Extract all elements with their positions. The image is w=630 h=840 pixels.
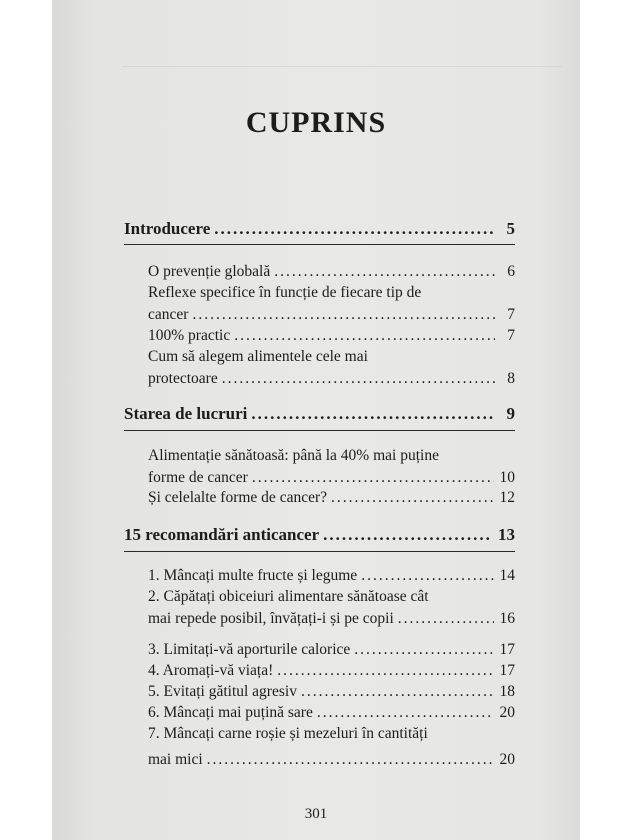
entry-text: Și celelalte forme de cancer? bbox=[148, 489, 327, 506]
dot-leader bbox=[301, 682, 494, 702]
page-number: 10 bbox=[499, 469, 515, 486]
page-number: 17 bbox=[499, 641, 515, 658]
dot-leader bbox=[234, 326, 495, 346]
entry-text: 100% practic bbox=[148, 327, 231, 344]
page-number: 7 bbox=[507, 327, 515, 344]
section-rule bbox=[124, 430, 515, 431]
toc-entry[interactable] bbox=[124, 446, 515, 488]
page-number: 8 bbox=[507, 370, 515, 387]
dot-leader bbox=[222, 369, 495, 389]
entry-text: forme de cancer bbox=[148, 469, 248, 486]
toc-entry[interactable] bbox=[124, 566, 515, 586]
entry-text: 6. Mâncați mai puțină sare bbox=[148, 704, 313, 721]
entry-text: Reflexe specifice în funcție de fiecare tip de bbox=[148, 284, 422, 301]
toc-entry[interactable] bbox=[124, 640, 515, 660]
toc-entry[interactable] bbox=[124, 326, 515, 346]
entry-text: Alimentație sănătoasă: până la 40% mai puține bbox=[148, 447, 439, 464]
toc-entry[interactable] bbox=[124, 347, 515, 389]
toc-entry[interactable] bbox=[124, 262, 515, 282]
dot-leader bbox=[277, 661, 493, 681]
page-number: 5 bbox=[506, 219, 515, 238]
dot-leader bbox=[214, 219, 495, 239]
toc-section-15-recomandari[interactable] bbox=[124, 525, 515, 545]
page-number: 13 bbox=[498, 525, 515, 544]
entry-text bbox=[148, 661, 273, 681]
page-number: 6 bbox=[507, 263, 515, 280]
section-label: 15 recomandări anticancer bbox=[124, 525, 320, 544]
page-number: 20 bbox=[499, 751, 515, 768]
entry-text: mai repede posibil, învățați-i și pe copii bbox=[148, 610, 394, 627]
section-rule bbox=[124, 244, 515, 245]
entry-text: 2. Căpătați obiceiuri alimentare sănătoase cât bbox=[148, 588, 429, 605]
dot-leader bbox=[331, 488, 494, 508]
entry-text: protectoare bbox=[148, 370, 218, 387]
dot-leader bbox=[274, 262, 495, 282]
dot-leader bbox=[207, 750, 494, 770]
dot-leader bbox=[251, 404, 495, 424]
dot-leader bbox=[252, 468, 494, 488]
page-title: CUPRINS bbox=[245, 106, 387, 139]
entry-text: O prevenție globală bbox=[148, 263, 271, 280]
toc-entry[interactable] bbox=[124, 703, 515, 723]
page-number: 14 bbox=[499, 567, 515, 584]
section-rule bbox=[124, 551, 515, 552]
dot-leader bbox=[192, 305, 495, 325]
entry-text: 7. Mâncați carne roșie și mezeluri în cantități bbox=[148, 725, 428, 742]
page-folio: 301 bbox=[304, 806, 328, 822]
page-number: 16 bbox=[499, 610, 515, 627]
header-bleed-through bbox=[122, 38, 562, 67]
page-number: 9 bbox=[506, 404, 515, 423]
dot-leader bbox=[398, 609, 494, 629]
dot-leader bbox=[361, 566, 493, 586]
page-number: 20 bbox=[499, 704, 515, 721]
entry-text: Cum să alegem alimentele cele mai bbox=[148, 348, 368, 365]
toc-section-introducere[interactable] bbox=[124, 219, 515, 239]
dot-leader bbox=[323, 525, 492, 545]
page-number: 12 bbox=[499, 489, 515, 506]
book-page bbox=[52, 0, 580, 840]
entry-text: 3. Limitați-vă aporturile calorice bbox=[148, 641, 351, 658]
page-number: 18 bbox=[499, 683, 515, 700]
entry-text: 1. Mâncați multe fructe și legume bbox=[148, 567, 358, 584]
entry-title: Aromați-vă viața! bbox=[162, 662, 274, 679]
entry-number: 4. bbox=[148, 662, 163, 679]
entry-text: cancer bbox=[148, 306, 189, 323]
toc-entry[interactable] bbox=[124, 661, 515, 681]
entry-text: 5. Evitați gătitul agresiv bbox=[148, 683, 297, 700]
toc-entry[interactable] bbox=[124, 488, 515, 508]
entry-text: mai mici bbox=[148, 751, 203, 768]
toc-entry[interactable] bbox=[124, 682, 515, 702]
toc-section-starea-de-lucruri[interactable] bbox=[124, 404, 515, 424]
section-label: Starea de lucruri bbox=[124, 404, 248, 423]
page-number: 17 bbox=[499, 662, 515, 679]
dot-leader bbox=[354, 640, 493, 660]
page-number: 7 bbox=[507, 306, 515, 323]
toc-entry[interactable] bbox=[124, 283, 515, 325]
toc-entry[interactable] bbox=[124, 587, 515, 629]
section-label: Introducere bbox=[124, 219, 211, 238]
toc-entry[interactable] bbox=[124, 724, 515, 770]
dot-leader bbox=[317, 703, 494, 723]
